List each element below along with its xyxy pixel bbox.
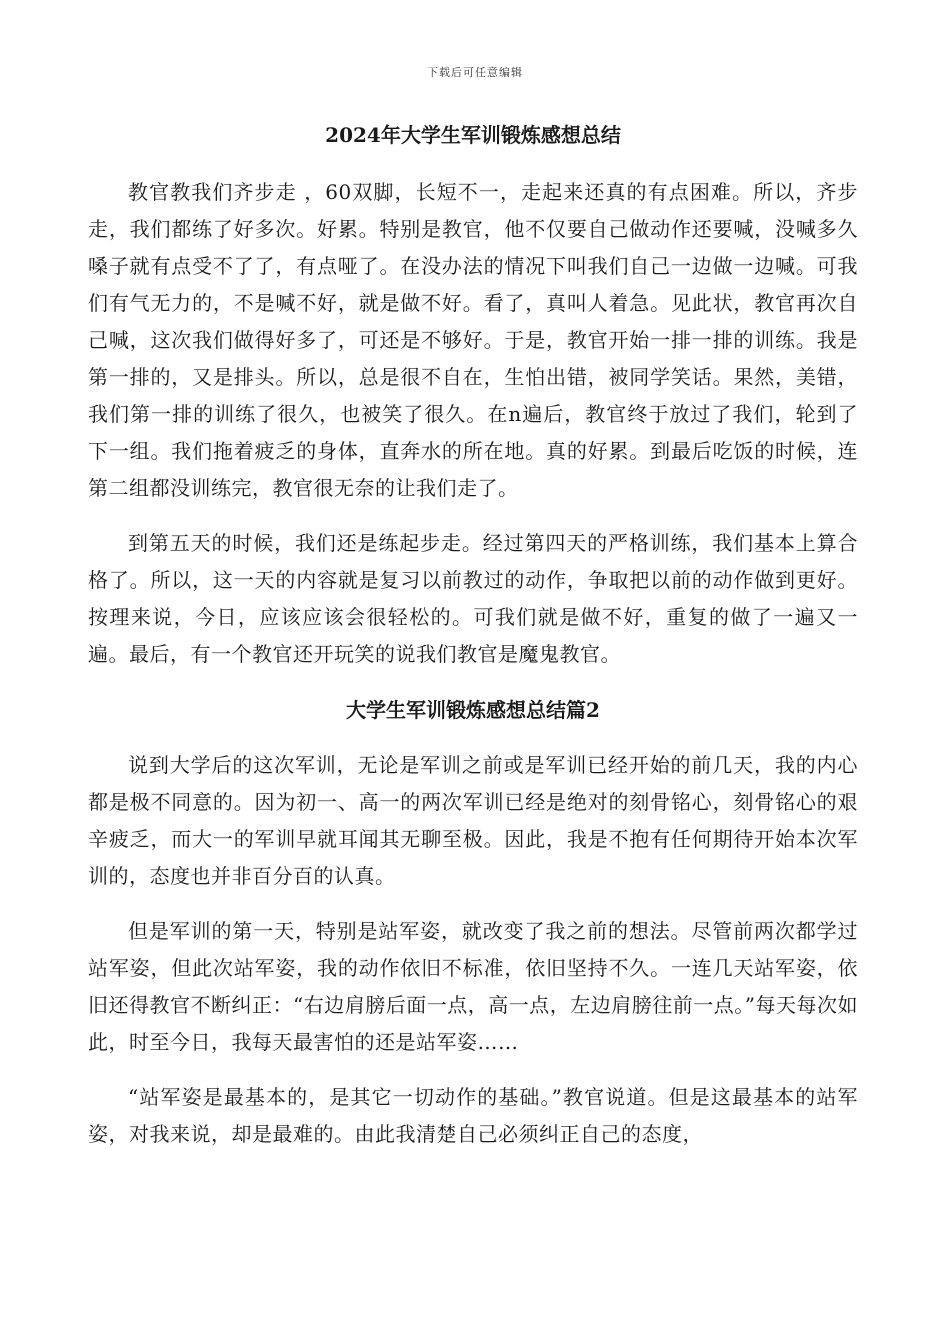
section-title: 大学生军训锻炼感想总结篇2 [346,698,600,722]
paragraph: 但是军训的第一天，特别是站军姿，就改变了我之前的想法。尽管前两次都学过站军姿，但此次站军姿，我的动作依旧不标准，依旧坚持不久。一连几天站军姿，依旧还得教官不断纠正：“右边肩膀后面一点，高一点，左边肩膀往前一点。”每天每次如此，时至今日，我每天最害怕的还是站军姿…… [88,919,858,1054]
paragraph: “站军姿是最基本的，是其它一切动作的基础。”教官说道。但是这最基本的站军姿，对我来说，却是最难的。由此我清楚自己必须纠正自己的态度， [88,1085,858,1146]
paragraph: 说到大学后的这次军训，无论是军训之前或是军训已经开始的前几天，我的内心都是极不同意的。因为初一、高一的两次军训已经是绝对的刻骨铭心，刻骨铭心的艰辛疲乏，而大一的军训早就耳闻其无聊至极。因此，我是不抱有任何期待开始本次军训的，态度也并非百分百的认真。 [88,753,858,888]
document-body [88,120,858,1171]
paragraph: 教官教我们齐步走 ，60双脚，长短不一，走起来还真的有点困难。所以，齐步走，我们都练了好多次。好累。特别是教官，他不仅要自己做动作还要喊，没喊多久嗓子就有点受不了了，有点哑了。在没办法的情况下叫我们自己一边做一边喊。可我们有气无力的，不是喊不好，就是做不好。看了，真叫人着急。见此状，教官再次自己喊，这次我们做得好多了，可还是不够好。于是，教官开始一排一排的训练。我是第一排的，又是排头。所以，总是很不自在，生怕出错，被同学笑话。果然，美错，我们第一排的训练了很久，也被笑了很久。在n遍后，教官终于放过了我们，轮到了下一组。我们拖着疲乏的身体，直奔水的所在地。真的好累。到最后吃饭的时候，连第二组都没训练完，教官很无奈的让我们走了。 [88,180,858,500]
paragraph: 到第五天的时候，我们还是练起步走。经过第四天的严格训练，我们基本上算合格了。所以，这一天的内容就是复习以前教过的动作，争取把以前的动作做到更好。按理来说，今日，应该应该会很轻松的。可我们就是做不好，重复的做了一遍又一遍。最后，有一个教官还开玩笑的说我们教官是魔鬼教官。 [88,531,858,666]
document-title: 2024年大学生军训锻炼感想总结 [325,123,621,147]
header-note: 下载后可任意编辑 [427,66,523,79]
